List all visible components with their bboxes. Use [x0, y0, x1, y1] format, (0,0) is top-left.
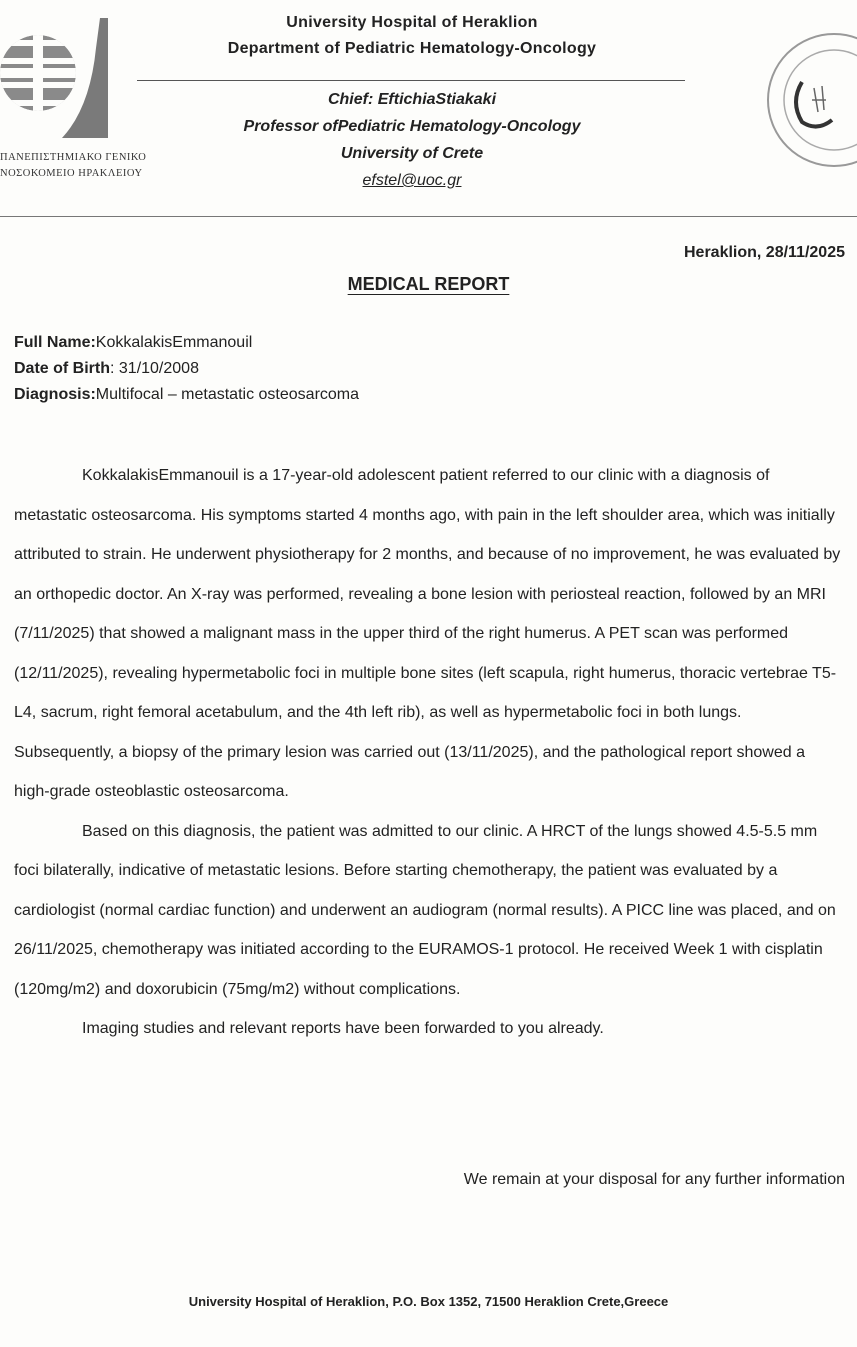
- name-label: Full Name:: [14, 334, 96, 351]
- page-divider: [0, 216, 857, 217]
- paragraph-history: KokkalakisEmmanouil is a 17-year-old adolescent patient referred to our clinic with a diagnosis of metastatic osteosarcoma. His symptoms started 4 months ago, with pain in the left shoulder area, which was initially attributed to strain. He underwent physiotherapy for 2 months, and because of no improvement, he was evaluated by an orthopedic doctor. An X-ray was performed, revealing a bone lesion with periosteal reaction, followed by an MRI (7/11/2025) that showed a malignant mass in the upper third of the right humerus. A PET scan was performed (12/11/2025), revealing hypermetabolic foci in multiple bone sites (left scapula, right humerus, thoracic vertebrae T5-L4, sacrum, right femoral acetabulum, and the 4th left rib), as well as hypermetabolic foci in both lungs. Subsequently, a biopsy of the primary lesion was carried out (13/11/2025), and the pathological report showed a high-grade osteoblastic osteosarcoma.: [14, 467, 841, 800]
- patient-dob-row: [14, 356, 359, 382]
- patient-info: [14, 330, 359, 408]
- footer-address: University Hospital of Heraklion, P.O. Box 1352, 71500 Heraklion Crete,Greece: [188, 1294, 669, 1309]
- logo-caption-line1: ΠΑΝΕΠΙΣΤΗΜΙΑΚΟ ΓΕΝΙΚΟ: [0, 152, 147, 163]
- patient-name-row: [14, 330, 359, 356]
- header-divider: [137, 80, 685, 81]
- patient-name: KokkalakisEmmanouil: [95, 334, 253, 351]
- patient-diagnosis: Multifocal – metastatic osteosarcoma: [95, 386, 360, 403]
- university-name: University of Crete: [340, 145, 484, 162]
- page-title: [0, 274, 857, 295]
- professor-title: Professor ofPediatric Hematology-Oncology: [243, 118, 581, 135]
- hospital-emblem-icon: [0, 18, 115, 153]
- dob-label: Date of Birth: [14, 360, 110, 377]
- logo-caption-line2: ΝΟΣΟΚΟΜΕΙΟ ΗΡΑΚΛΕΙΟΥ: [0, 168, 143, 179]
- patient-dob: : 31/10/2008: [110, 360, 199, 377]
- patient-diagnosis-row: [14, 382, 359, 408]
- chief-name: Chief: EftichiaStiakaki: [327, 91, 497, 108]
- letterhead: [137, 10, 687, 62]
- report-body: [14, 456, 844, 1049]
- hospital-name: University Hospital of Heraklion: [286, 14, 538, 31]
- report-title: MEDICAL REPORT: [347, 274, 510, 294]
- report-date: Heraklion, 28/11/2025: [684, 244, 845, 261]
- official-stamp: [762, 20, 857, 170]
- diagnosis-label: Diagnosis:: [14, 386, 96, 403]
- department-name: Department of Pediatric Hematology-Oncology: [227, 40, 597, 57]
- hospital-logo: [0, 18, 147, 188]
- paragraph-treatment: Based on this diagnosis, the patient was admitted to our clinic. A HRCT of the lungs showed 4.5-5.5 mm foci bilaterally, indicative of metastatic lesions. Before starting chemotherapy, the patient was evaluated by a cardiologist (normal cardiac function) and underwent an audiogram (normal results). A PICC line was placed, and on 26/11/2025, chemotherapy was initiated according to the EURAMOS-1 protocol. He received Week 1 with cisplatin (120mg/m2) and doxorubicin (75mg/m2) without complications.: [14, 822, 836, 998]
- chief-info: [137, 86, 687, 194]
- paragraph-imaging: Imaging studies and relevant reports have been forwarded to you already.: [82, 1020, 604, 1037]
- stamp-seal-icon: [762, 20, 857, 170]
- logo-caption: [0, 150, 147, 182]
- chief-email: efstel@uoc.gr: [362, 172, 462, 189]
- closing-statement: We remain at your disposal for any further information: [463, 1171, 845, 1188]
